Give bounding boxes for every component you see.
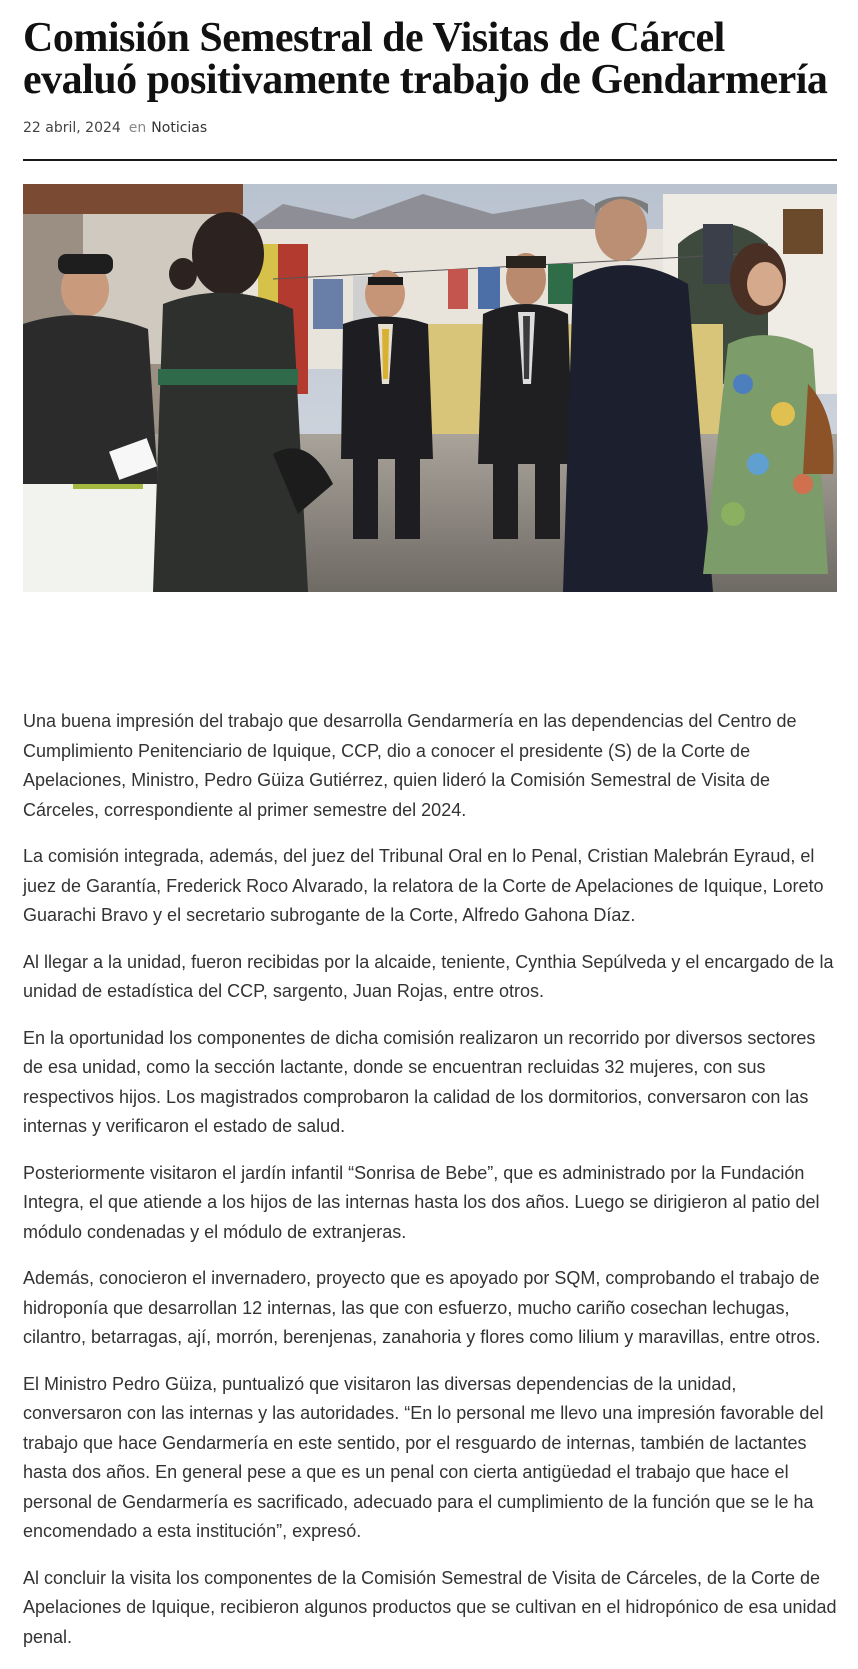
- paragraph: El Ministro Pedro Güiza, puntualizó que visitaron las diversas dependencias de la unidad, conversaron con las internas y las autoridades. “En lo personal me llevo una impresión favorable del trabajo que hace Gendarmería en este sentido, por el resguardo de internas, también de lactantes hasta dos años. En general pese a que es un penal con cierta antigüedad el trabajo que hace el personal de Gendarmería es sacrificado, adecuado para el cumplimiento de la función que se le ha encomendado a esta institución”, expresó.: [23, 1373, 824, 1541]
- paragraph: Además, conocieron el invernadero, proyecto que es apoyado por SQM, comprobando el trabajo de hidroponía que desarrollan 12 internas, las que con esfuerzo, mucho cariño cosechan lechugas, cilantro, betarragas, ají, morrón, berenjenas, zanahoria y flores como lilium y maravillas, entre otros.: [23, 1268, 821, 1347]
- paragraph: Al concluir la visita los componentes de la Comisión Semestral de Visita de Cárceles, de la Corte de Apelaciones de Iquique, recibieron algunos productos que se cultivan en el hidropónico de esa unidad penal.: [23, 1567, 837, 1647]
- article-body: [23, 707, 837, 1652]
- category-prefix: en: [128, 120, 147, 136]
- article-meta: [23, 120, 837, 140]
- publish-date: 22 abril, 2024: [23, 120, 121, 136]
- paragraph: Posteriormente visitaron el jardín infantil “Sonrisa de Bebe”, que es administrado por la Fundación Integra, el que atiende a los hijos de las internas hasta los dos años. Luego se dirigieron al patio del módulo condenadas y el módulo de extranjeras.: [23, 1162, 820, 1242]
- paragraph: Al llegar a la unidad, fueron recibidas por la alcaide, teniente, Cynthia Sepúlveda y el encargado de la unidad de estadística del CCP, sargento, Juan Rojas, entre otros.: [23, 951, 834, 1001]
- article: [23, 0, 837, 1669]
- paragraph: Una buena impresión del trabajo que desarrolla Gendarmería en las dependencias del Centro de Cumplimiento Penitenciario de Iquique, CCP, dio a conocer el presidente (S) de la Corte de Apelaciones, Ministro, Pedro Güiza Gutiérrez, quien lideró la Comisión Semestral de Visita de Cárceles, correspondiente al primer semestre del 2024.: [23, 711, 797, 820]
- title-divider: [23, 159, 837, 161]
- featured-image: [23, 184, 837, 592]
- category-link[interactable]: Noticias: [151, 120, 208, 136]
- paragraph: La comisión integrada, además, del juez del Tribunal Oral en lo Penal, Cristian Malebrán Eyraud, el juez de Garantía, Frederick Roco Alvarado, la relatora de la Corte de Apelaciones de Iquique, Loreto Guarachi Bravo y el secretario subrogante de la Corte, Alfredo Gahona Díaz.: [23, 846, 824, 925]
- article-title: Comisión Semestral de Visitas de Cárcel evaluó positivamente trabajo de Gendarmería: [23, 15, 828, 103]
- paragraph: En la oportunidad los componentes de dicha comisión realizaron un recorrido por diversos sectores de esa unidad, como la sección lactante, donde se encuentran recluidas 32 mujeres, con sus respectivos hijos. Los magistrados comprobaron la calidad de los dormitorios, conversaron con las internas y verificaron el estado de salud.: [23, 1027, 816, 1136]
